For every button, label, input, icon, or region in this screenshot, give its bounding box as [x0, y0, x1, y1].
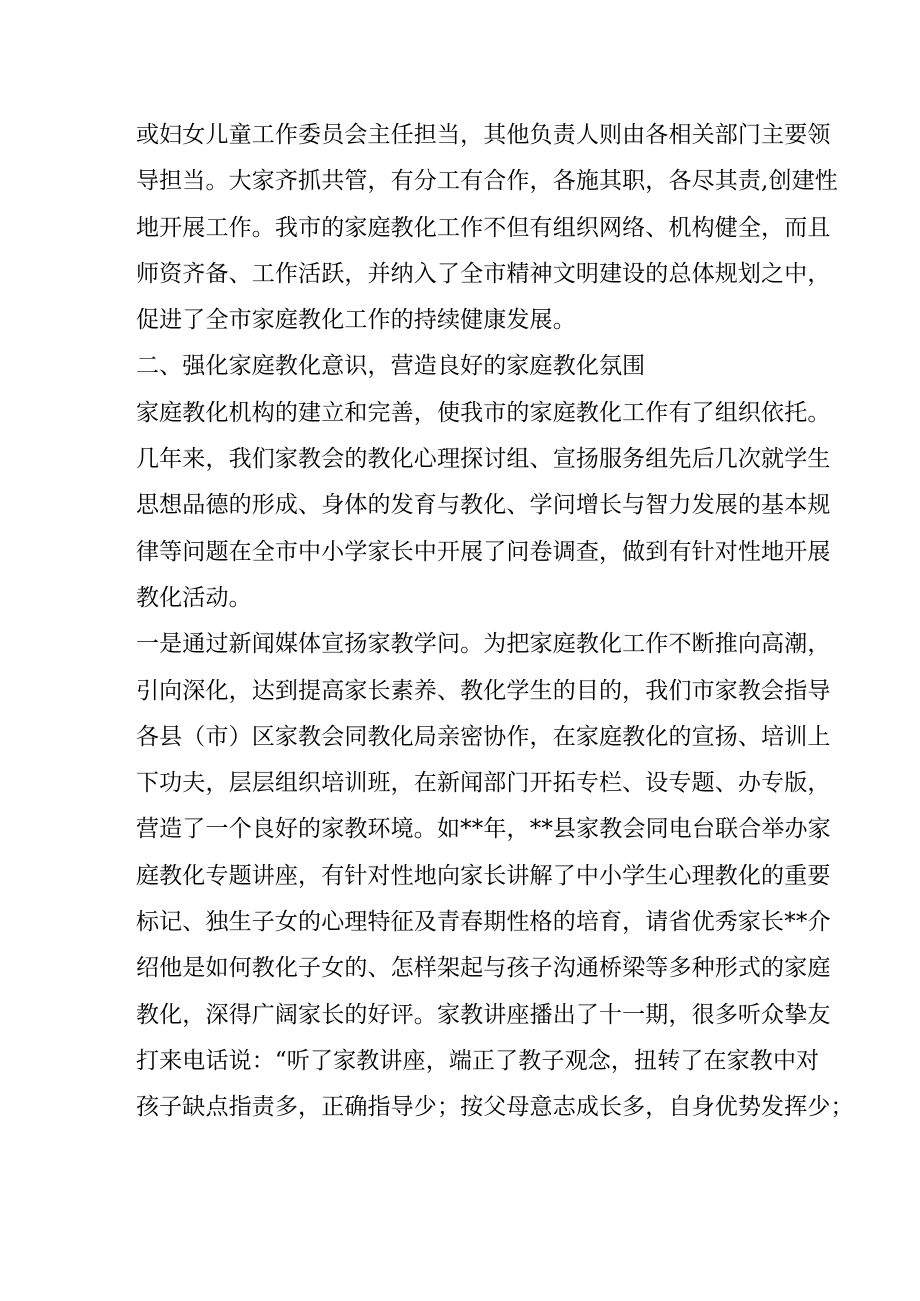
text-line: 一是通过新闻媒体宣扬家教学问。为把家庭教化工作不断推向高潮， [136, 631, 831, 658]
section-heading: 二、强化家庭教化意识，营造良好的家庭教化氛围 [136, 353, 646, 380]
text-line: 打来电话说：“听了家教讲座，端正了教子观念，扭转了在家教中对 [136, 1047, 820, 1074]
text-line: 家庭教化机构的建立和完善，使我市的家庭教化工作有了组织依托。 [136, 399, 831, 426]
text-line: 庭教化专题讲座，有针对性地向家长讲解了中小学生心理教化的重要 [136, 862, 831, 889]
text-line: 促进了全市家庭教化工作的持续健康发展。 [136, 307, 576, 334]
text-line: 各县（市）区家教会同教化局亲密协作，在家庭教化的宣扬、培训上 [136, 723, 831, 750]
document-body [136, 112, 854, 1131]
text-line: 思想品德的形成、身体的发育与教化、学问增长与智力发展的基本规 [136, 492, 831, 519]
text-line: 几年来，我们家教会的教化心理探讨组、宣扬服务组先后几次就学生 [136, 446, 831, 473]
text-line: 地开展工作。我市的家庭教化工作不但有组织网络、机构健全，而且 [136, 214, 831, 241]
text-line: 导担当。大家齐抓共管，有分工有合作，各施其职，各尽其责,创建性 [136, 168, 838, 195]
text-line: 或妇女儿童工作委员会主任担当，其他负责人则由各相关部门主要领 [136, 122, 831, 148]
text-line: 律等问题在全市中小学家长中开展了问卷调查，做到有针对性地开展 [136, 538, 831, 565]
text-line: 教化，深得广阔家长的好评。家教讲座播出了十一期，很多听众挚友 [136, 1001, 831, 1028]
text-line: 教化活动。 [136, 584, 252, 611]
text-line: 标记、独生子女的心理特征及青春期性格的培育，请省优秀家长**介 [136, 909, 831, 936]
text-line: 孩子缺点指责多，正确指导少；按父母意志成长多，自身优势发挥少； [136, 1094, 854, 1121]
text-line: 师资齐备、工作活跃，并纳入了全市精神文明建设的总体规划之中， [136, 260, 831, 287]
text-line: 下功夫，层层组织培训班，在新闻部门开拓专栏、设专题、办专版， [136, 770, 831, 797]
text-line: 绍他是如何教化子女的、怎样架起与孩子沟通桥梁等多种形式的家庭 [136, 955, 831, 982]
text-line: 引向深化，达到提高家长素养、教化学生的目的，我们市家教会指导 [136, 677, 831, 704]
text-line: 营造了一个良好的家教环境。如**年，**县家教会同电台联合举办家 [136, 816, 831, 843]
